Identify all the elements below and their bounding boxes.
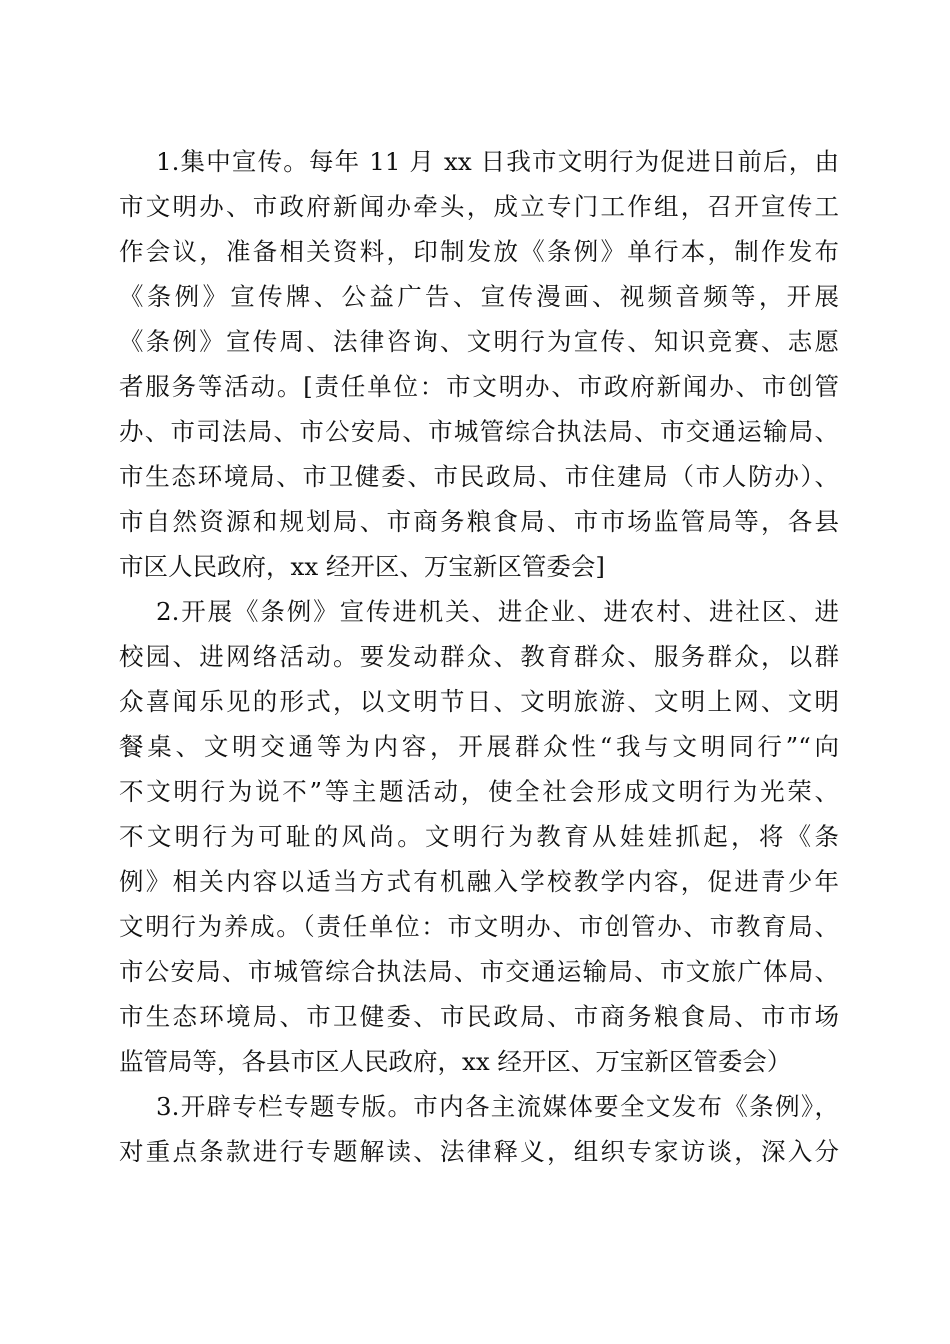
paragraph-1-line-8: 市生态环境局、市卫健委、市民政局、市住建局（市人防办）、 bbox=[119, 462, 839, 491]
paragraph-3-line-2: 对重点条款进行专题解读、法律释义，组织专家访谈，深入分 bbox=[119, 1137, 839, 1166]
paragraph-2-line-10: 市生态环境局、市卫健委、市民政局、市商务粮食局、市市场 bbox=[119, 1002, 839, 1031]
paragraph-1-line-4: 《条例》宣传牌、公益广告、宣传漫画、视频音频等，开展 bbox=[119, 282, 839, 311]
paragraph-2-line-9: 市公安局、市城管综合执法局、市交通运输局、市文旅广体局、 bbox=[119, 957, 839, 986]
paragraph-2-line-5: 不文明行为说不”等主题活动，使全社会形成文明行为光荣、 bbox=[119, 777, 839, 806]
paragraph-1-line-3: 作会议，准备相关资料，印制发放《条例》单行本，制作发布 bbox=[119, 237, 839, 266]
paragraph-2-line-4: 餐桌、文明交通等为内容，开展群众性“我与文明同行”“向 bbox=[119, 732, 839, 761]
paragraph-2-line-8: 文明行为养成。（责任单位：市文明办、市创管办、市教育局、 bbox=[119, 912, 839, 941]
paragraph-1-line-5: 《条例》宣传周、法律咨询、文明行为宣传、知识竞赛、志愿 bbox=[119, 327, 839, 356]
paragraph-2-line-2: 校园、进网络活动。要发动群众、教育群众、服务群众，以群 bbox=[119, 642, 839, 671]
paragraph-1-line-10: 市区人民政府，xx 经开区、万宝新区管委会] bbox=[119, 552, 605, 581]
paragraph-1-line-7: 办、市司法局、市公安局、市城管综合执法局、市交通运输局、 bbox=[119, 417, 839, 446]
paragraph-2-line-7: 例》相关内容以适当方式有机融入学校教学内容，促进青少年 bbox=[119, 867, 839, 896]
paragraph-2-line-6: 不文明行为可耻的风尚。文明行为教育从娃娃抓起，将《条 bbox=[119, 822, 839, 851]
paragraph-1-line-9: 市自然资源和规划局、市商务粮食局、市市场监管局等，各县 bbox=[119, 507, 839, 536]
paragraph-3-line-1: 3.开辟专栏专题专版。市内各主流媒体要全文发布《条例》， bbox=[156, 1092, 839, 1121]
paragraph-2-line-3: 众喜闻乐见的形式，以文明节日、文明旅游、文明上网、文明 bbox=[119, 687, 839, 716]
paragraph-2-line-1: 2.开展《条例》宣传进机关、进企业、进农村、进社区、进 bbox=[156, 597, 839, 626]
paragraph-1-line-1: 1.集中宣传。每年 11 月 xx 日我市文明行为促进日前后，由 bbox=[156, 147, 839, 176]
paragraph-2-line-11: 监管局等，各县市区人民政府，xx 经开区、万宝新区管委会） bbox=[119, 1047, 792, 1076]
paragraph-1-line-6: 者服务等活动。[责任单位：市文明办、市政府新闻办、市创管 bbox=[119, 372, 839, 401]
paragraph-1-line-2: 市文明办、市政府新闻办牵头，成立专门工作组，召开宣传工 bbox=[119, 192, 839, 221]
